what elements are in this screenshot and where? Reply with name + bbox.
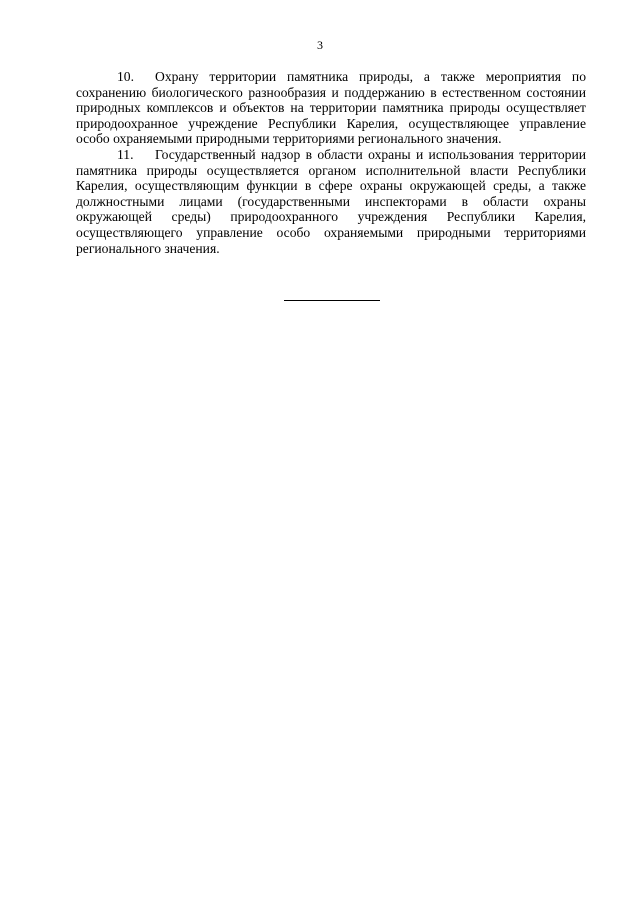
paragraph-text: Государственный надзор в области охраны и использования территории памятника природы осуществляется органом исполнительной власти Республики Карелия, осуществляющим функции в сфере охраны окружающей среды, а также должностными лицами (государственными инспекторами в области охраны окружающей среды) природоохранного учреждения Республики Карелия, осуществляющего управление особо охраняемыми природными территориями регионального значения. [76, 146, 586, 256]
paragraph-text: Охрану территории памятника природы, а также мероприятия по сохранению биологического разнообразия и поддержанию в естественном состоянии природных комплексов и объектов на территории памятника природы осуществляет природоохранное учреждение Республики Карелия, осуществляющее управление особо охраняемыми природными территориями регионального значения. [76, 69, 586, 147]
page-number: 3 [317, 38, 323, 52]
paragraph-10 [76, 69, 586, 147]
document-body [76, 69, 586, 256]
paragraph-number: 10. [117, 69, 134, 84]
end-of-document-rule [284, 300, 380, 301]
paragraph-11 [76, 147, 586, 256]
paragraph-number: 11. [117, 146, 134, 162]
